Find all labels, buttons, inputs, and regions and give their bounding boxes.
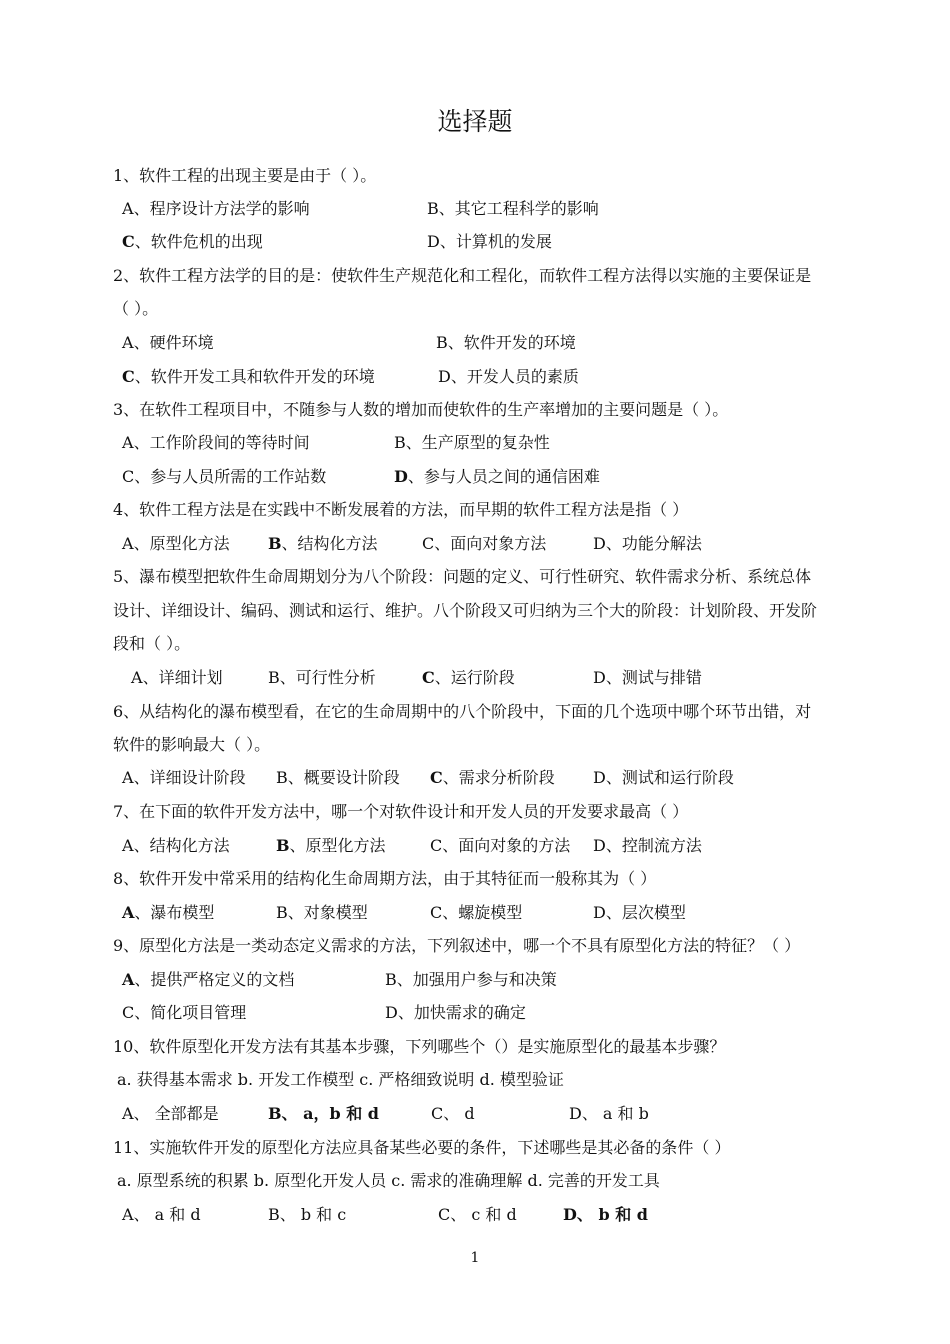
question-9: 9、原型化方法是一类动态定义需求的方法，下列叙述中，哪一个不具有原型化方法的特征？（ ） xyxy=(113,936,801,955)
option-2c: C、软件开发工具和软件开发的环境 xyxy=(122,367,375,386)
option-10b: B、 a，b 和 d xyxy=(268,1104,379,1123)
option-3a: A、工作阶段间的等待时间 xyxy=(122,433,310,452)
question-6-continued: 软件的影响最大（ ）。 xyxy=(113,735,271,754)
option-10d: D、 a 和 b xyxy=(569,1104,649,1123)
option-9a: A、提供严格定义的文档 xyxy=(122,970,295,989)
option-10c: C、 d xyxy=(431,1104,475,1123)
page-title: 选择题 xyxy=(437,107,513,136)
option-7b: B、原型化方法 xyxy=(276,836,386,855)
option-8d: D、层次模型 xyxy=(593,903,686,922)
question-11-items: a. 原型系统的积累 b. 原型化开发人员 c. 需求的准确理解 d. 完善的开发工具 xyxy=(117,1171,660,1190)
option-7a: A、结构化方法 xyxy=(122,836,230,855)
option-3d: D、参与人员之间的通信困难 xyxy=(394,467,600,486)
option-3c: C、参与人员所需的工作站数 xyxy=(122,467,327,486)
option-9c: C、简化项目管理 xyxy=(122,1003,247,1022)
option-9d: D、加快需求的确定 xyxy=(385,1003,526,1022)
question-4: 4、软件工程方法是在实践中不断发展着的方法，而早期的软件工程方法是指（ ） xyxy=(113,500,689,519)
question-5: 5、瀑布模型把软件生命周期划分为八个阶段：问题的定义、可行性研究、软件需求分析、系统总体 xyxy=(113,567,812,586)
question-5-continued-2: 段和（ ）。 xyxy=(113,634,191,653)
option-8b: B、对象模型 xyxy=(276,903,368,922)
question-1: 1、软件工程的出现主要是由于（ ）。 xyxy=(113,166,377,185)
option-4d: D、功能分解法 xyxy=(593,534,702,553)
option-9b: B、加强用户参与和决策 xyxy=(385,970,557,989)
option-6c: C、需求分析阶段 xyxy=(430,768,555,787)
option-5d: D、测试与排错 xyxy=(593,668,702,687)
question-7: 7、在下面的软件开发方法中，哪一个对软件设计和开发人员的开发要求最高（ ） xyxy=(113,802,689,821)
option-1c: C、软件危机的出现 xyxy=(122,232,263,251)
option-7c: C、面向对象的方法 xyxy=(430,836,571,855)
option-1a: A、程序设计方法学的影响 xyxy=(122,199,310,218)
option-11a: A、 a 和 d xyxy=(122,1205,201,1224)
option-1d: D、计算机的发展 xyxy=(427,232,552,251)
option-6d: D、测试和运行阶段 xyxy=(593,768,734,787)
question-5-continued: 设计、详细设计、编码、测试和运行、维护。八个阶段又可归纳为三个大的阶段：计划阶段、开发阶 xyxy=(113,601,818,620)
option-11b: B、 b 和 c xyxy=(268,1205,347,1224)
question-6: 6、从结构化的瀑布模型看，在它的生命周期中的八个阶段中，下面的几个选项中哪个环节出错，对 xyxy=(113,702,812,721)
option-2b: B、软件开发的环境 xyxy=(436,333,576,352)
option-5a: A、详细计划 xyxy=(131,668,223,687)
question-10: 10、软件原型化开发方法有其基本步骤，下列哪些个（）是实施原型化的最基本步骤？ xyxy=(113,1037,726,1056)
option-2a: A、硬件环境 xyxy=(122,333,214,352)
option-8c: C、螺旋模型 xyxy=(430,903,523,922)
option-3b: B、生产原型的复杂性 xyxy=(394,433,550,452)
question-8: 8、软件开发中常采用的结构化生命周期方法，由于其特征而一般称其为（ ） xyxy=(113,869,657,888)
option-4b: B、结构化方法 xyxy=(268,534,378,553)
option-8a: A、瀑布模型 xyxy=(122,903,215,922)
option-5b: B、可行性分析 xyxy=(268,668,376,687)
option-5c: C、运行阶段 xyxy=(422,668,515,687)
option-4a: A、原型化方法 xyxy=(122,534,230,553)
option-11c: C、 c 和 d xyxy=(438,1205,517,1224)
option-6a: A、详细设计阶段 xyxy=(122,768,246,787)
option-2d: D、开发人员的素质 xyxy=(438,367,579,386)
option-10a: A、 全部都是 xyxy=(122,1104,219,1123)
option-6b: B、概要设计阶段 xyxy=(276,768,400,787)
page-number: 1 xyxy=(470,1250,480,1266)
question-11: 11、实施软件开发的原型化方法应具备某些必要的条件，下述哪些是其必备的条件（ ） xyxy=(113,1138,731,1157)
question-3: 3、在软件工程项目中，不随参与人数的增加而使软件的生产率增加的主要问题是（ ）。 xyxy=(113,400,729,419)
question-10-items: a. 获得基本需求 b. 开发工作模型 c. 严格细致说明 d. 模型验证 xyxy=(117,1070,564,1089)
question-2: 2、软件工程方法学的目的是：使软件生产规范化和工程化，而软件工程方法得以实施的主要保证是 xyxy=(113,266,812,285)
option-1b: B、其它工程科学的影响 xyxy=(427,199,599,218)
option-4c: C、面向对象方法 xyxy=(422,534,547,553)
option-11d: D、 b 和 d xyxy=(563,1205,648,1224)
option-7d: D、控制流方法 xyxy=(593,836,702,855)
question-2-continued: （ ）。 xyxy=(113,299,159,318)
